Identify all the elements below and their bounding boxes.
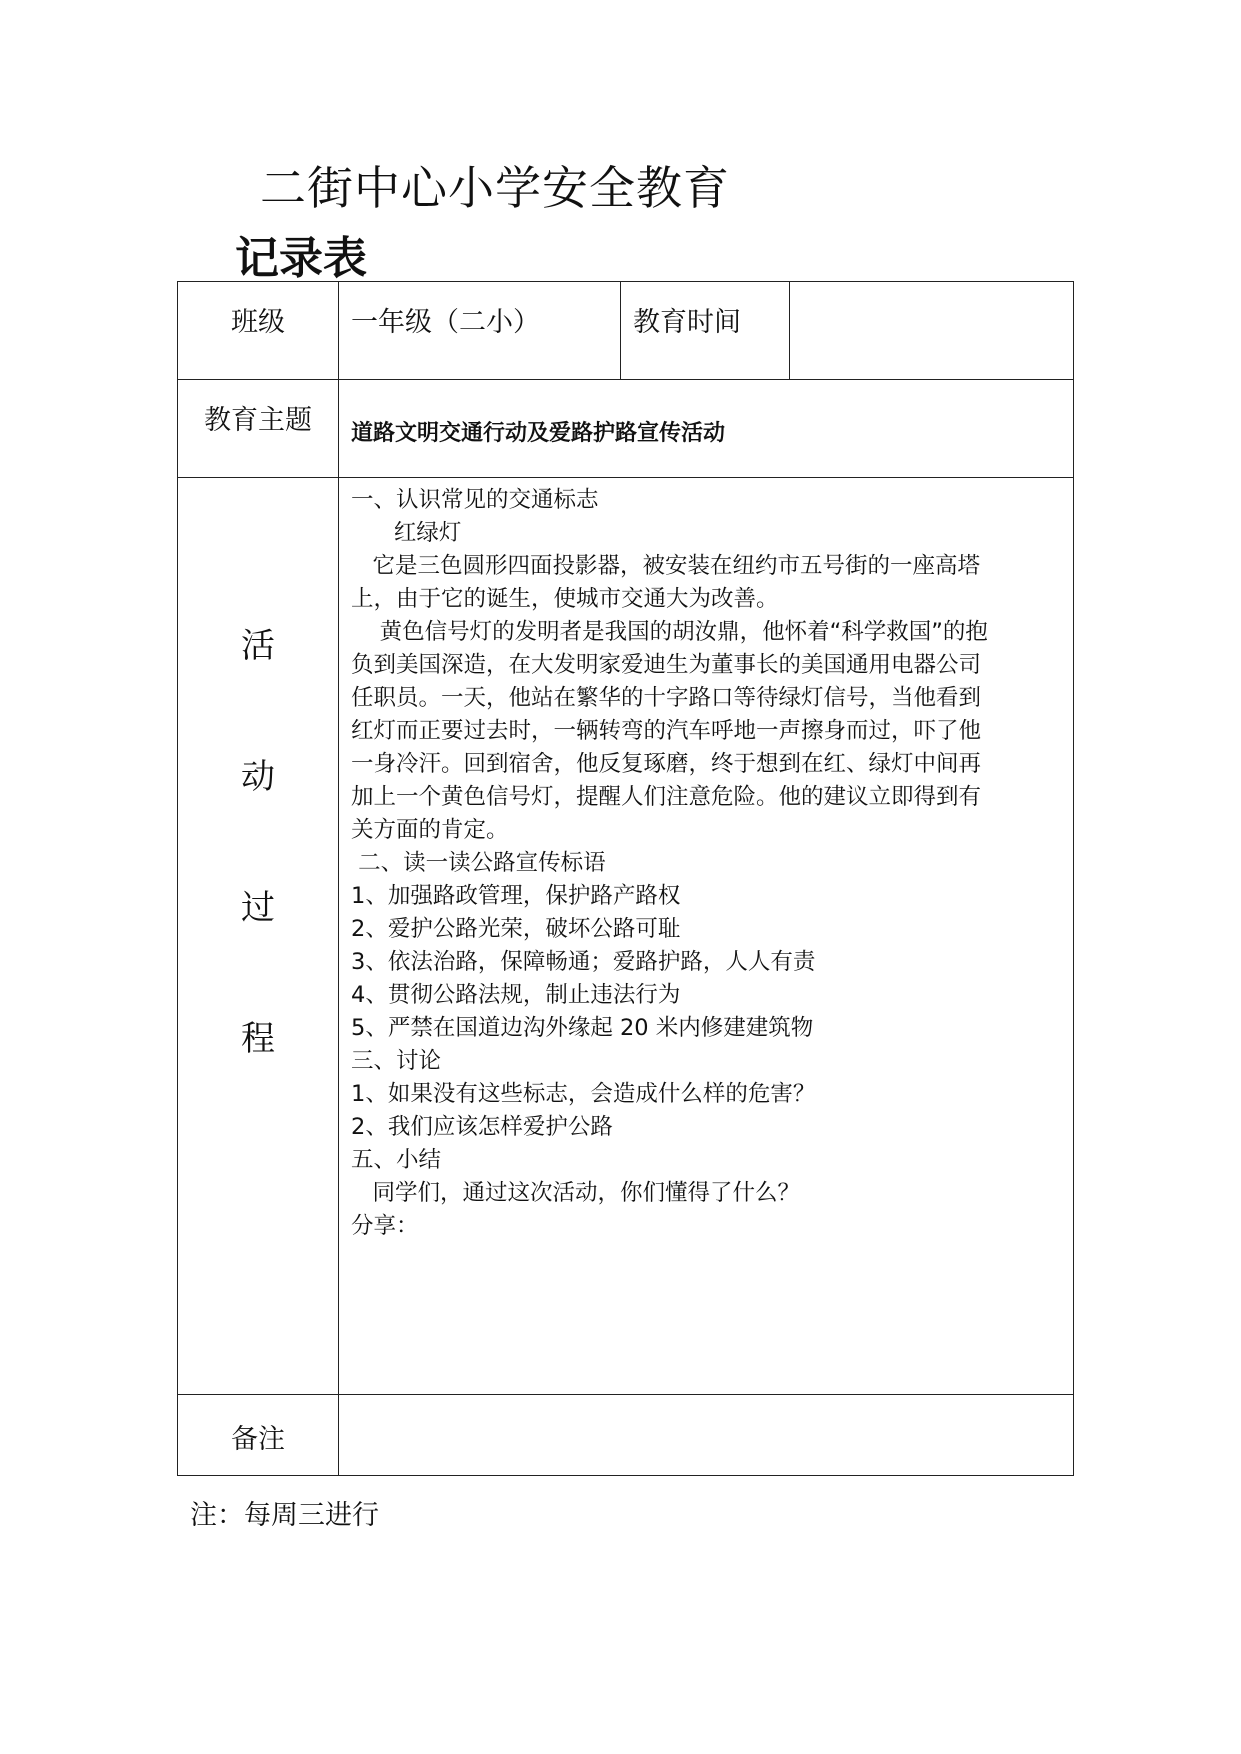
page-title: 二街中心小学安全教育 <box>260 161 730 215</box>
process-line: 一身冷汗。回到宿舍，他反复琢磨，终于想到在红、绿灯中间再 <box>351 751 982 777</box>
footnote: 注：每周三进行 <box>190 1500 379 1531</box>
process-label-cell <box>178 478 339 1395</box>
process-line: 2、我们应该怎样爱护公路 <box>351 1114 613 1140</box>
theme-value-cell <box>339 380 1074 478</box>
process-line: 2、爱护公路光荣，破坏公路可耻 <box>351 916 681 942</box>
note-label-cell <box>178 1395 339 1476</box>
process-line: 3、依法治路，保障畅通；爱路护路，人人有责 <box>351 949 816 975</box>
process-label-char: 活 <box>241 626 275 666</box>
theme-value: 道路文明交通行动及爱路护路宣传活动 <box>351 421 726 446</box>
time-value-cell <box>790 282 1074 380</box>
process-line: 任职员。一天，他站在繁华的十字路口等待绿灯信号，当他看到 <box>351 685 982 711</box>
note-value-cell <box>339 1395 1074 1476</box>
process-line: 1、加强路政管理，保护路产路权 <box>351 883 681 909</box>
process-line: 三、讨论 <box>351 1048 442 1074</box>
page-subtitle: 记录表 <box>235 233 367 284</box>
class-row <box>178 282 1074 380</box>
process-label-char: 过 <box>241 888 275 928</box>
process-label <box>178 478 338 1142</box>
note-label: 备注 <box>231 1424 285 1455</box>
process-line: 二、读一读公路宣传标语 <box>351 850 606 876</box>
process-line: 负到美国深造，在大发明家爱迪生为董事长的美国通用电器公司 <box>351 652 982 678</box>
record-table <box>177 281 1074 1476</box>
process-line: 五、小结 <box>351 1147 442 1173</box>
time-label-cell <box>621 282 790 380</box>
process-line: 红绿灯 <box>351 520 462 546</box>
theme-row <box>178 380 1074 478</box>
process-line: 黄色信号灯的发明者是我国的胡汝鼎，他怀着“科学救国”的抱 <box>351 619 988 645</box>
process-line: 关方面的肯定。 <box>351 817 509 843</box>
process-line: 5、严禁在国道边沟外缘起 20 米内修建建筑物 <box>351 1015 814 1041</box>
class-label-cell <box>178 282 339 380</box>
time-label: 教育时间 <box>633 307 741 338</box>
process-line: 它是三色圆形四面投影器，被安装在纽约市五号街的一座高塔 <box>351 553 980 579</box>
process-line: 同学们，通过这次活动，你们懂得了什么？ <box>351 1180 800 1206</box>
process-line: 4、贯彻公路法规，制止违法行为 <box>351 982 681 1008</box>
process-label-char: 程 <box>241 1019 275 1059</box>
process-label-char: 动 <box>241 757 275 797</box>
process-line: 分享： <box>351 1213 419 1239</box>
class-value-cell <box>339 282 621 380</box>
process-row <box>178 478 1074 1395</box>
process-line: 一、认识常见的交通标志 <box>351 487 599 513</box>
process-line: 红灯而正要过去时，一辆转弯的汽车呼地一声擦身而过，吓了他 <box>351 718 982 744</box>
class-label: 班级 <box>231 307 285 338</box>
time-value <box>790 282 1073 300</box>
theme-label: 教育主题 <box>204 405 312 436</box>
process-line: 1、如果没有这些标志，会造成什么样的危害？ <box>351 1081 816 1107</box>
class-value: 一年级（二小） <box>351 307 540 338</box>
process-line: 加上一个黄色信号灯，提醒人们注意危险。他的建议立即得到有 <box>351 784 982 810</box>
note-row <box>178 1395 1074 1476</box>
process-content <box>339 478 1073 1243</box>
process-line: 上，由于它的诞生，使城市交通大为改善。 <box>351 586 779 612</box>
process-content-cell <box>339 478 1074 1395</box>
theme-label-cell <box>178 380 339 478</box>
note-value <box>339 1395 1073 1413</box>
